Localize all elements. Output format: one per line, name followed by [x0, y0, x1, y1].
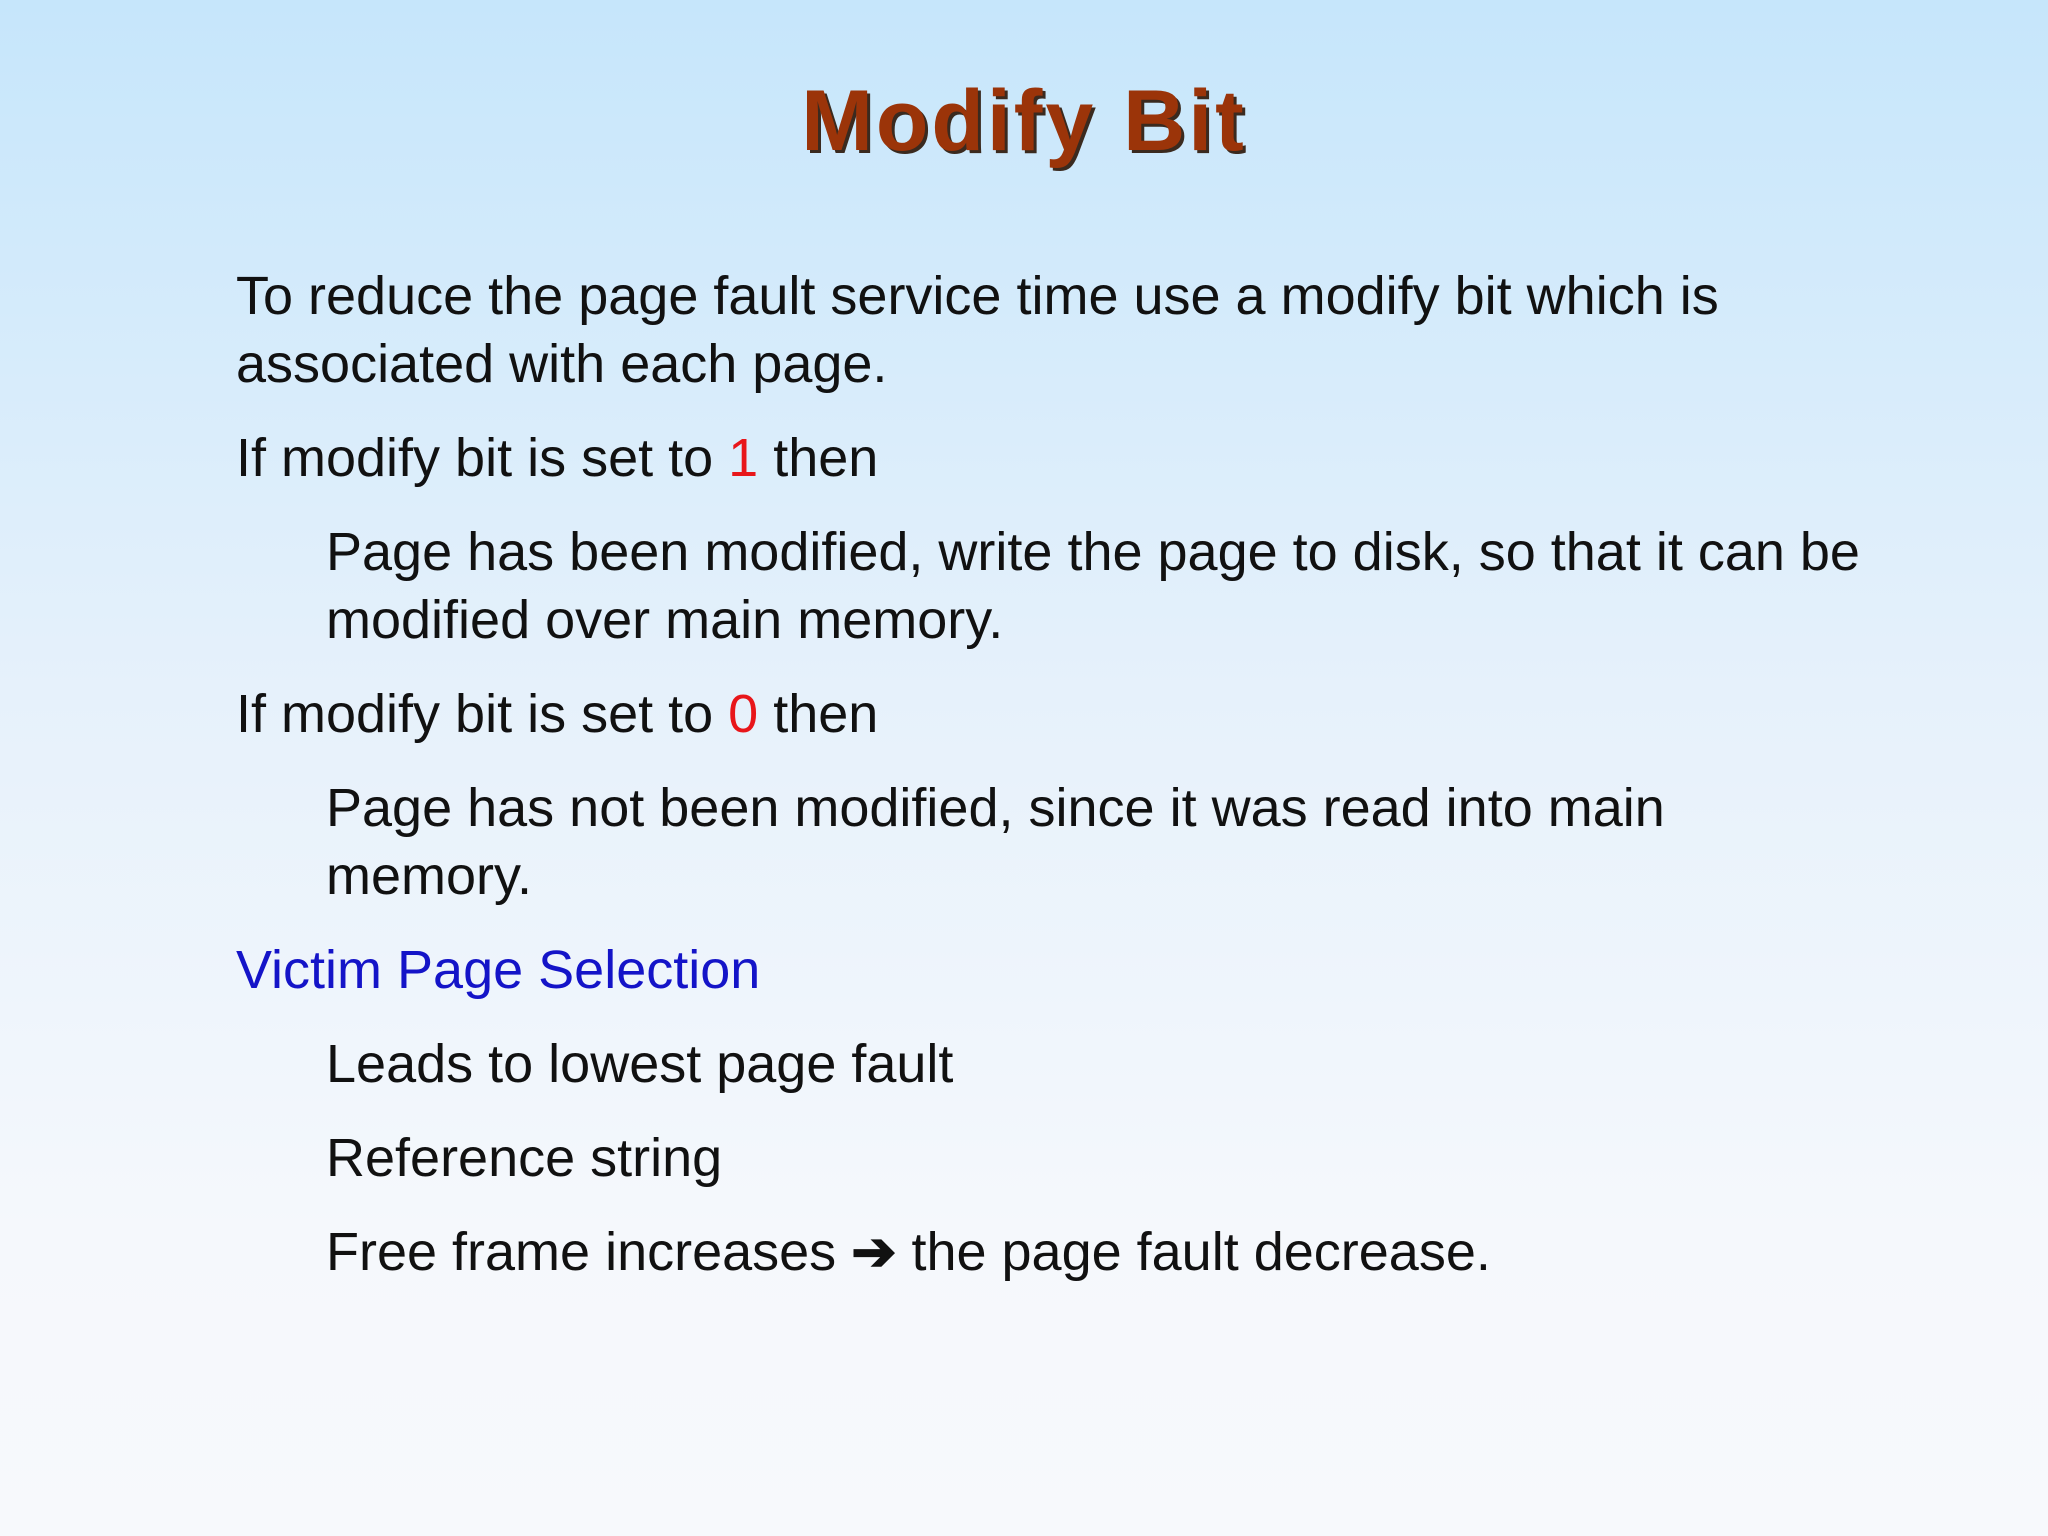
bullet-prefix: If modify bit is set to [236, 684, 729, 744]
bullet-suffix: then [758, 684, 879, 744]
page-fault-text: the page fault decrease. [896, 1222, 1491, 1282]
sub-bullet-not-modified: Page has not been modified, since it was read into main memory. [326, 778, 1665, 906]
sub-bullet-lowest-fault: Leads to lowest page fault [326, 1034, 954, 1094]
bullet-modify-bit-1 [236, 424, 1876, 492]
sub-bullet-modified: Page has been modified, write the page to disk, so that it can be modified over main memory. [326, 522, 1860, 650]
sub-bullet-reference-string: Reference string [326, 1128, 723, 1188]
right-arrow-icon: ➔ [851, 1222, 897, 1282]
sub-bullet-free-frame [326, 1218, 1876, 1286]
bullet-modify-bit-0 [236, 680, 1876, 748]
bullet-prefix: If modify bit is set to [236, 428, 729, 488]
slide-title: Modify Bit [801, 73, 1247, 169]
free-frame-text: Free frame increases [326, 1222, 852, 1282]
bit-value-0: 0 [728, 684, 759, 744]
bullet-suffix: then [758, 428, 879, 488]
victim-page-heading: Victim Page Selection [236, 940, 761, 1000]
slide-body [236, 262, 1876, 1286]
bit-value-1: 1 [728, 428, 759, 488]
paragraph-intro: To reduce the page fault service time use a modify bit which is associated with each page. [236, 266, 1719, 394]
